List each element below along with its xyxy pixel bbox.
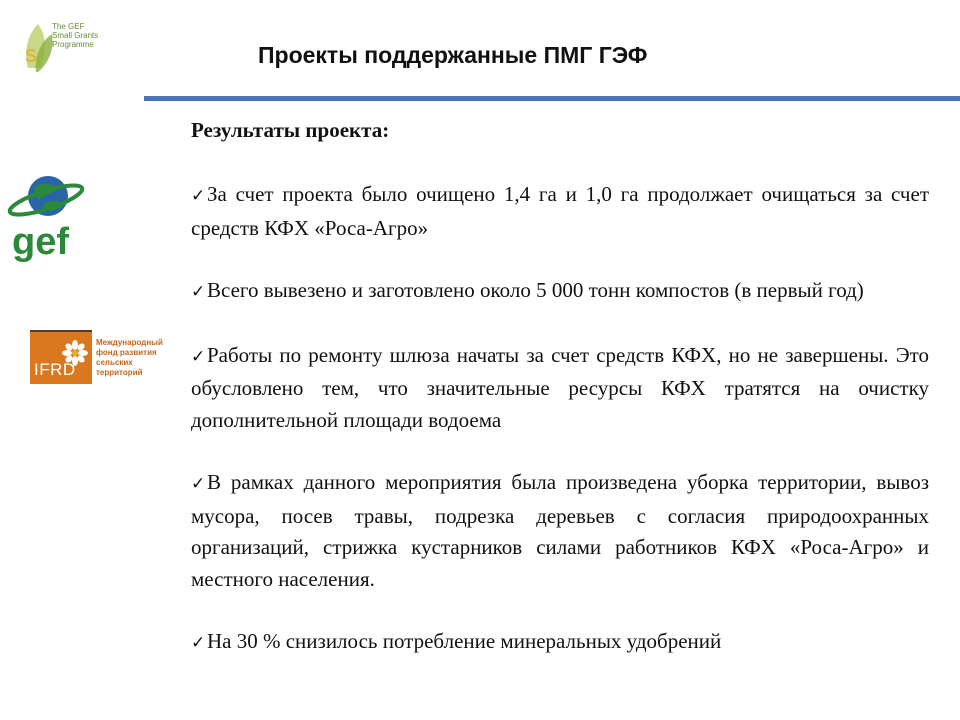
checkmark-icon: ✓ [191,633,206,653]
gef-logo [0,170,92,266]
ifrd-logo-letters: IFRD [34,360,76,379]
ifrd-logo [30,332,170,384]
sgp-leaf-icon [22,18,56,76]
bullet-item [191,275,929,309]
bullet-item [191,340,929,437]
slide-content [191,112,929,660]
checkmark-icon: ✓ [191,186,206,206]
bullet-text: За счет проекта было очищено 1,4 га и 1,0 га продолжает очищаться за счет средств КФХ «Роса-Агро» [191,182,929,240]
results-heading: Результаты проекта: [191,118,390,142]
checkmark-icon: ✓ [191,282,206,302]
sgp-logo [22,14,98,84]
bullet-item [191,467,929,595]
slide-title: Проекты поддержанные ПМГ ГЭФ [258,42,648,68]
bullet-text: В рамках данного мероприятия была произведена уборка территории, вывоз мусора, посев травы, подрезка деревьев с согласия природоохранных организаций, стрижка кустарников силами работников КФХ «Роса-Агро» и местного населения. [191,470,929,591]
sgp-logo-text: The GEF Small Grants Programme [52,22,99,49]
bullet-text: Работы по ремонту шлюза начаты за счет средств КФХ, но не завершены. Это обусловлено тем, что значительные ресурсы КФХ тратятся на очистку дополнительной площади водоема [191,342,929,432]
ifrd-mark [30,332,92,384]
title-underline [144,96,960,101]
bullet-item [191,626,929,660]
bullet-item [191,179,929,244]
checkmark-icon: ✓ [191,346,206,367]
ifrd-logo-caption: Международный фонд развития сельских территорий [96,338,163,377]
gef-globe-icon [0,170,92,266]
checkmark-icon: ✓ [191,474,206,494]
bullet-text: На 30 % снизилось потребление минеральных удобрений [207,629,722,653]
bullet-text: Всего вывезено и заготовлено около 5 000 тонн компостов (в первый год) [207,278,864,302]
svg-text:S: S [25,46,38,66]
gef-logo-text: gef [12,221,69,263]
